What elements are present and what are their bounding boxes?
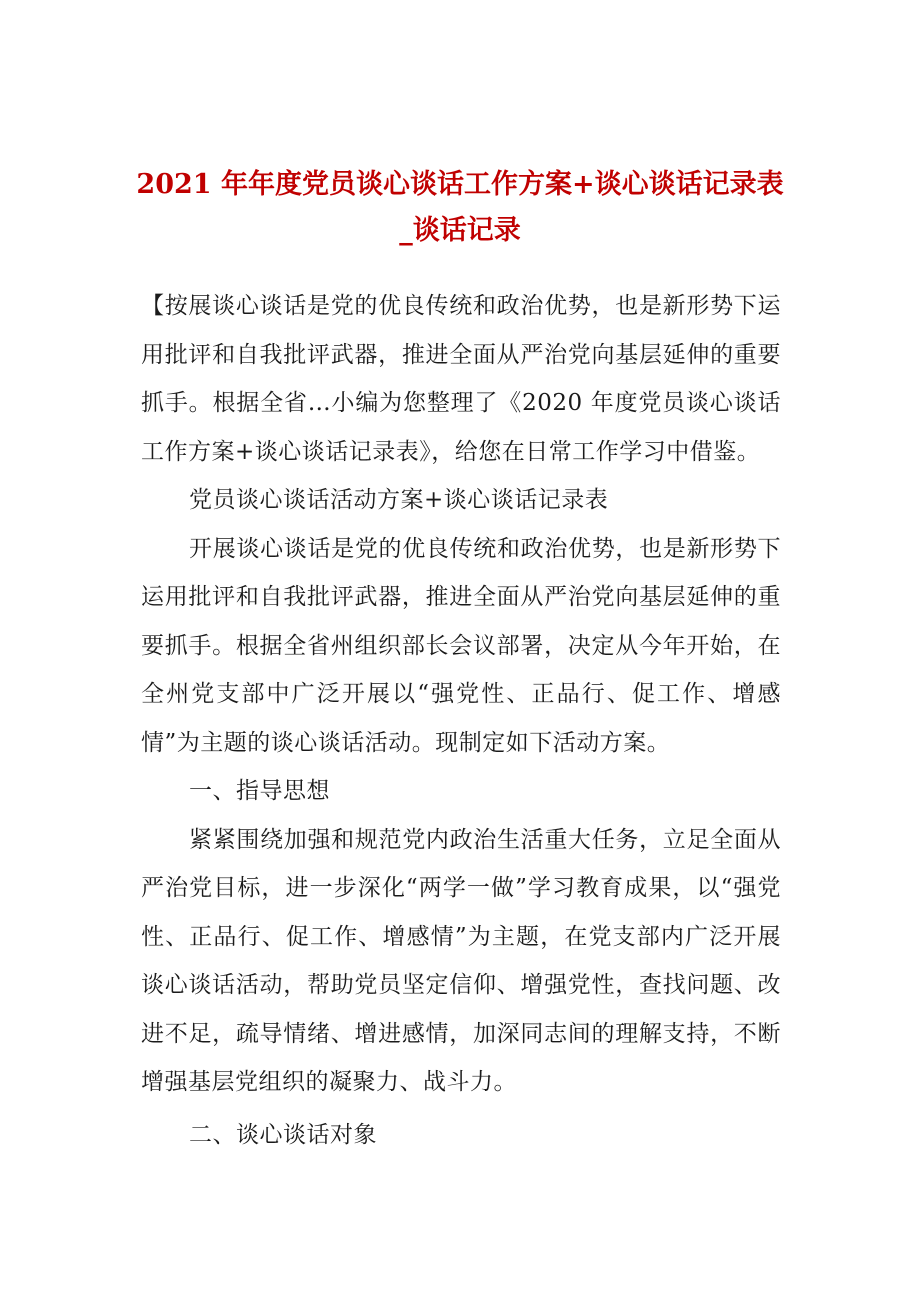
title-line-1: 2021 年年度党员谈心谈话工作方案+谈心谈话记录表 <box>136 169 784 200</box>
intro-paragraph: 【按展谈心谈话是党的优良传统和政治优势，也是新形势下运用批评和自我批评武器，推进全面从严治党向基层延伸的重要抓手。根据全省…小编为您整理了《2020 年度党员谈心谈话工作方案+谈心谈话记录表》，给您在日常工作学习中借鉴。 <box>141 293 781 465</box>
heading-guiding-thought: 一、指导思想 <box>189 778 330 804</box>
body-paragraph-guiding: 紧紧围绕加强和规范党内政治生活重大任务，立足全面从严治党目标，进一步深化“两学一做”学习教育成果，以“强党性、正品行、促工作、增感情”为主题，在党支部内广泛开展谈心谈话活动，帮助党员坚定信仰、增强党性，查找问题、改进不足，疏导情绪、增进感情，加深同志间的理解支持，不断增强基层党组织的凝聚力、战斗力。 <box>141 826 781 1095</box>
title-line-2: _谈话记录 <box>399 215 521 246</box>
body-paragraph: 开展谈心谈话是党的优良传统和政治优势，也是新形势下运用批评和自我批评武器，推进全面从严治党向基层延伸的重要抓手。根据全省州组织部长会议部署，决定从今年开始，在全州党支部中广泛开展以“强党性、正品行、促工作、增感情”为主题的谈心谈话活动。现制定如下活动方案。 <box>141 535 781 756</box>
document-body <box>141 282 781 1159</box>
document-title <box>120 162 800 254</box>
heading-talk-targets: 二、谈心谈话对象 <box>189 1121 377 1148</box>
section-heading: 党员谈心谈话活动方案+谈心谈话记录表 <box>189 487 609 513</box>
